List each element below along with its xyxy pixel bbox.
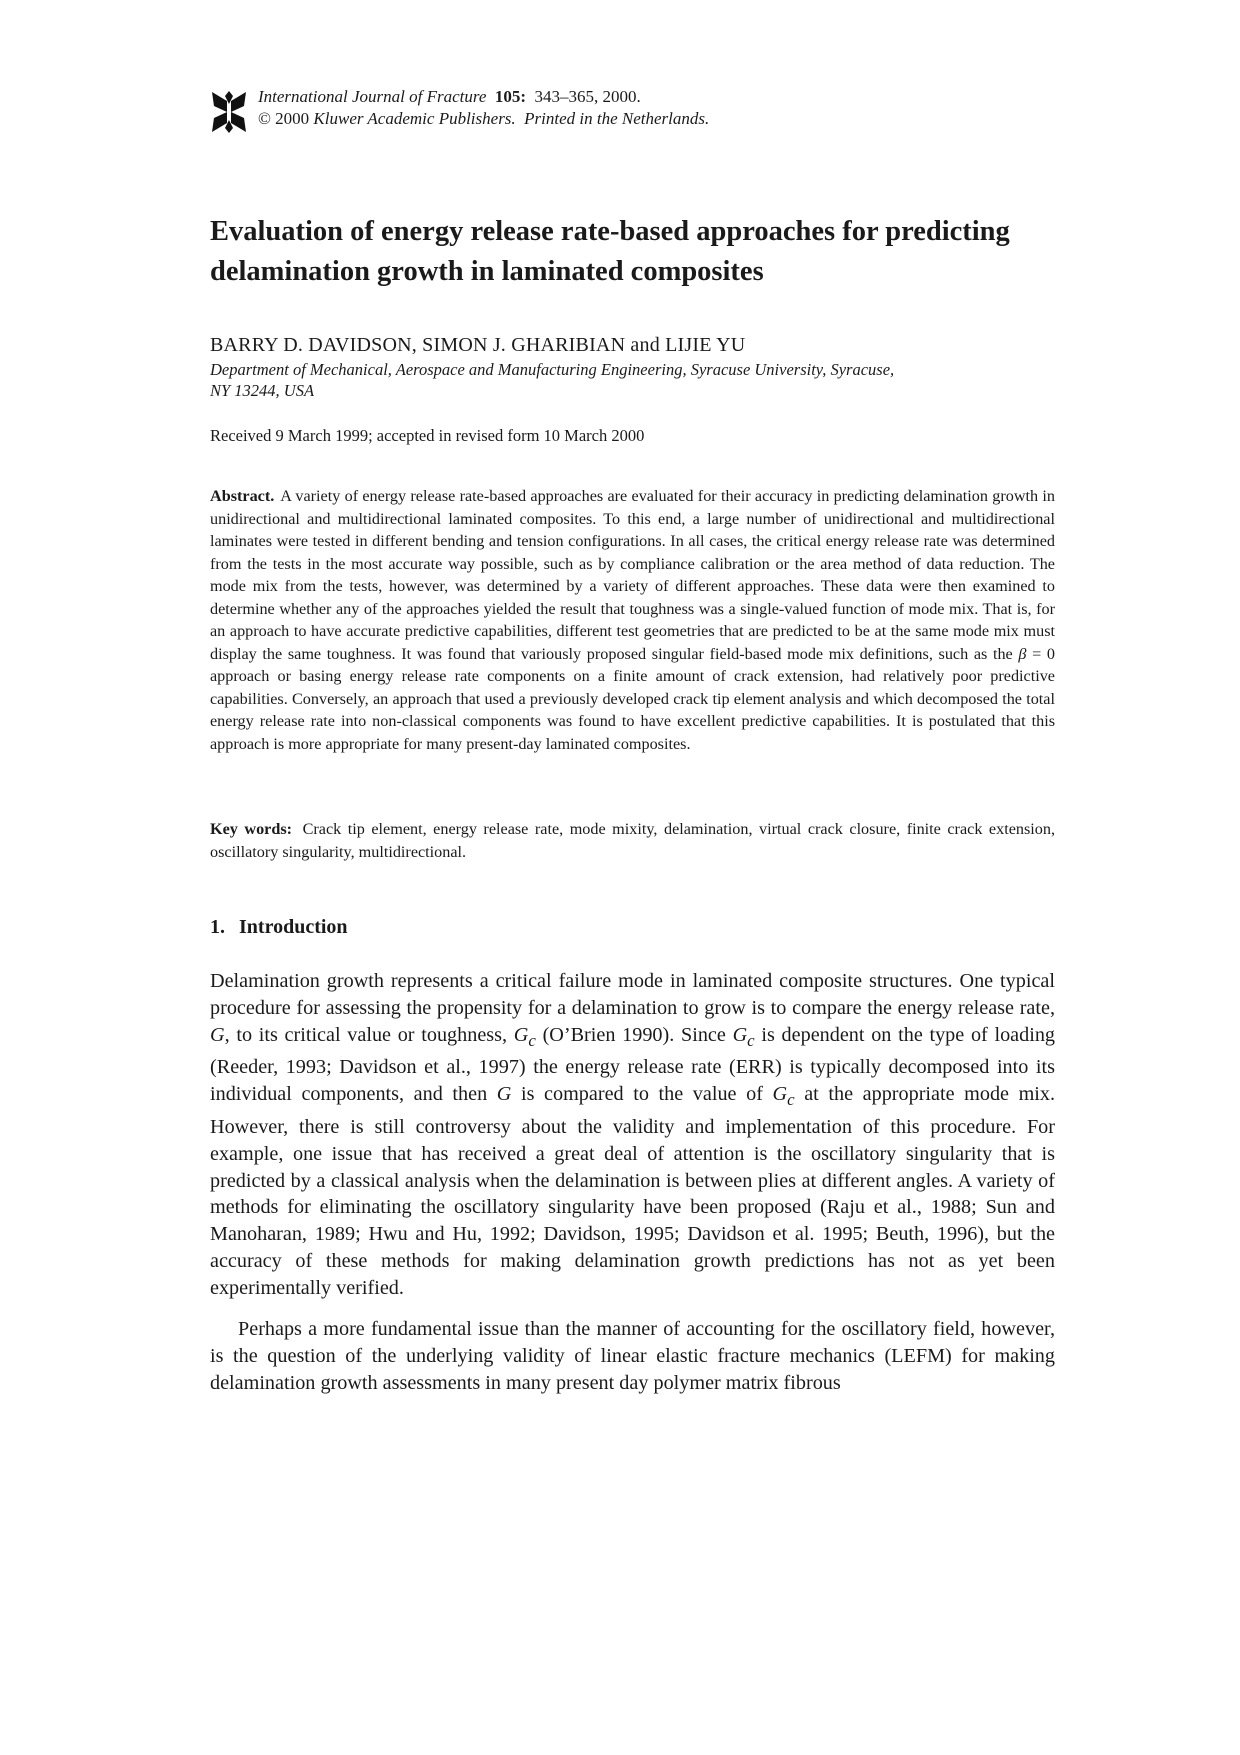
keywords-text: Crack tip element, energy release rate, mode mixity, delamination, virtual crack closure, finite crack extension, oscillatory singularity, multidirectional.: [210, 820, 1056, 861]
symbol-Gc: G: [513, 1023, 529, 1046]
section-heading: [210, 914, 348, 940]
publisher-logo-icon: [210, 90, 248, 134]
paper-title: [210, 212, 1070, 292]
symbol-G: G: [496, 1083, 512, 1106]
beta-symbol: β: [1018, 644, 1027, 663]
subscript-c: c: [528, 1030, 536, 1050]
journal-name: International Journal of Fracture: [258, 87, 487, 106]
symbol-G: G: [210, 1023, 225, 1046]
affiliation: [210, 359, 1110, 401]
abstract: [210, 485, 1055, 755]
para1-text-4: is dependent on the type of loading (Reeder, 1993; Davidson et al., 1997) the energy release rate (ERR) is typically decomposed into its individual components, and then: [210, 1023, 1056, 1106]
abstract-text-a: A variety of energy release rate-based approaches are evaluated for their accuracy in predicting delamination growth in unidirectional and multidirectional laminated composites. To this end, a large number of unidirectional and multidirectional laminates were tested in different bending and tension configurations. In all cases, the critical energy release rate was determined from the tests in the most accurate way possible, such as by compliance calibration or the area method of data reduction. The mode mix from the tests, however, was determined by a variety of different approaches. These data were then examined to determine whether any of the approaches yielded the result that toughness was a single-valued function of mode mix. That is, for an approach to have accurate predictive capabilities, different test geometries that are predicted to be at the same mode mix must display the same toughness. It was found that variously proposed singular field-based mode mix definitions, such as the: [210, 487, 1055, 663]
authors: BARRY D. DAVIDSON, SIMON J. GHARIBIAN and LIJIE YU: [210, 334, 746, 356]
keywords-label: Key words:: [210, 820, 293, 838]
affiliation-line-2: NY 13244, USA: [210, 381, 315, 400]
printed-location: Printed in the Netherlands.: [524, 109, 710, 128]
intro-paragraph-1: [210, 968, 1055, 1302]
journal-header: [210, 86, 910, 136]
received-dates: Received 9 March 1999; accepted in revised form 10 March 2000: [210, 426, 645, 445]
journal-volume: 105:: [494, 87, 527, 106]
intro-paragraph-2: Perhaps a more fundamental issue than the manner of accounting for the oscillatory field, however, is the question of the underlying validity of linear elastic fracture mechanics (LEFM) for making delamination growth assessments in many present day polymer matrix fibrous: [210, 1318, 1055, 1394]
title-line-1: Evaluation of energy release rate-based approaches for predicting: [210, 216, 1010, 247]
section-title: Introduction: [239, 916, 348, 938]
citation-line-1: [258, 86, 709, 108]
subscript-c: c: [787, 1090, 795, 1110]
abstract-text-b: = 0 approach or basing energy release rate components on a finite amount of crack extension, had relatively poor predictive capabilities. Conversely, an approach that used a previously developed crack tip element analysis and which decomposed the total energy release rate into non-classical components was found to have excellent predictive capabilities. It is postulated that this approach is more appropriate for many present-day laminated composites.: [210, 644, 1055, 753]
symbol-Gc: G: [732, 1023, 748, 1046]
citation-line-2: [258, 108, 709, 130]
copyright: © 2000: [258, 109, 310, 128]
title-line-2: delamination growth in laminated composites: [210, 256, 764, 287]
affiliation-line-1: Department of Mechanical, Aerospace and Manufacturing Engineering, Syracuse University, Syracuse,: [210, 360, 895, 379]
symbol-Gc: G: [772, 1083, 788, 1106]
para1-text-1: Delamination growth represents a critical failure mode in laminated composite structures. One typical procedure for assessing the propensity for a delamination to grow is to compare the energy release rate,: [210, 970, 1055, 1019]
journal-citation: [258, 86, 709, 130]
para1-text-5: is compared to the value of: [520, 1083, 763, 1106]
section-number: 1.: [210, 916, 225, 938]
abstract-label: Abstract.: [210, 487, 275, 505]
publisher: Kluwer Academic Publishers.: [313, 109, 516, 128]
para1-text-6: at the appropriate mode mix. However, there is still controversy about the validity and implementation of this procedure. For example, one issue that has received a great deal of attention is the oscillatory singularity that is predicted by a classical analysis when the delamination is between plies at different angles. A variety of methods for eliminating the oscillatory singularity have been proposed (Raju et al., 1988; Sun and Manoharan, 1989; Hwu and Hu, 1992; Davidson, 1995; Davidson et al. 1995; Beuth, 1996), but the accuracy of these methods for making delamination growth predictions has not as yet been experimentally verified.: [210, 1083, 1056, 1299]
journal-pages: 343–365, 2000.: [534, 87, 641, 106]
para1-text-2: , to its critical value or toughness,: [224, 1023, 508, 1046]
subscript-c: c: [747, 1030, 755, 1050]
para1-text-3: (O’Brien 1990). Since: [542, 1023, 726, 1046]
keywords: [210, 818, 1055, 863]
